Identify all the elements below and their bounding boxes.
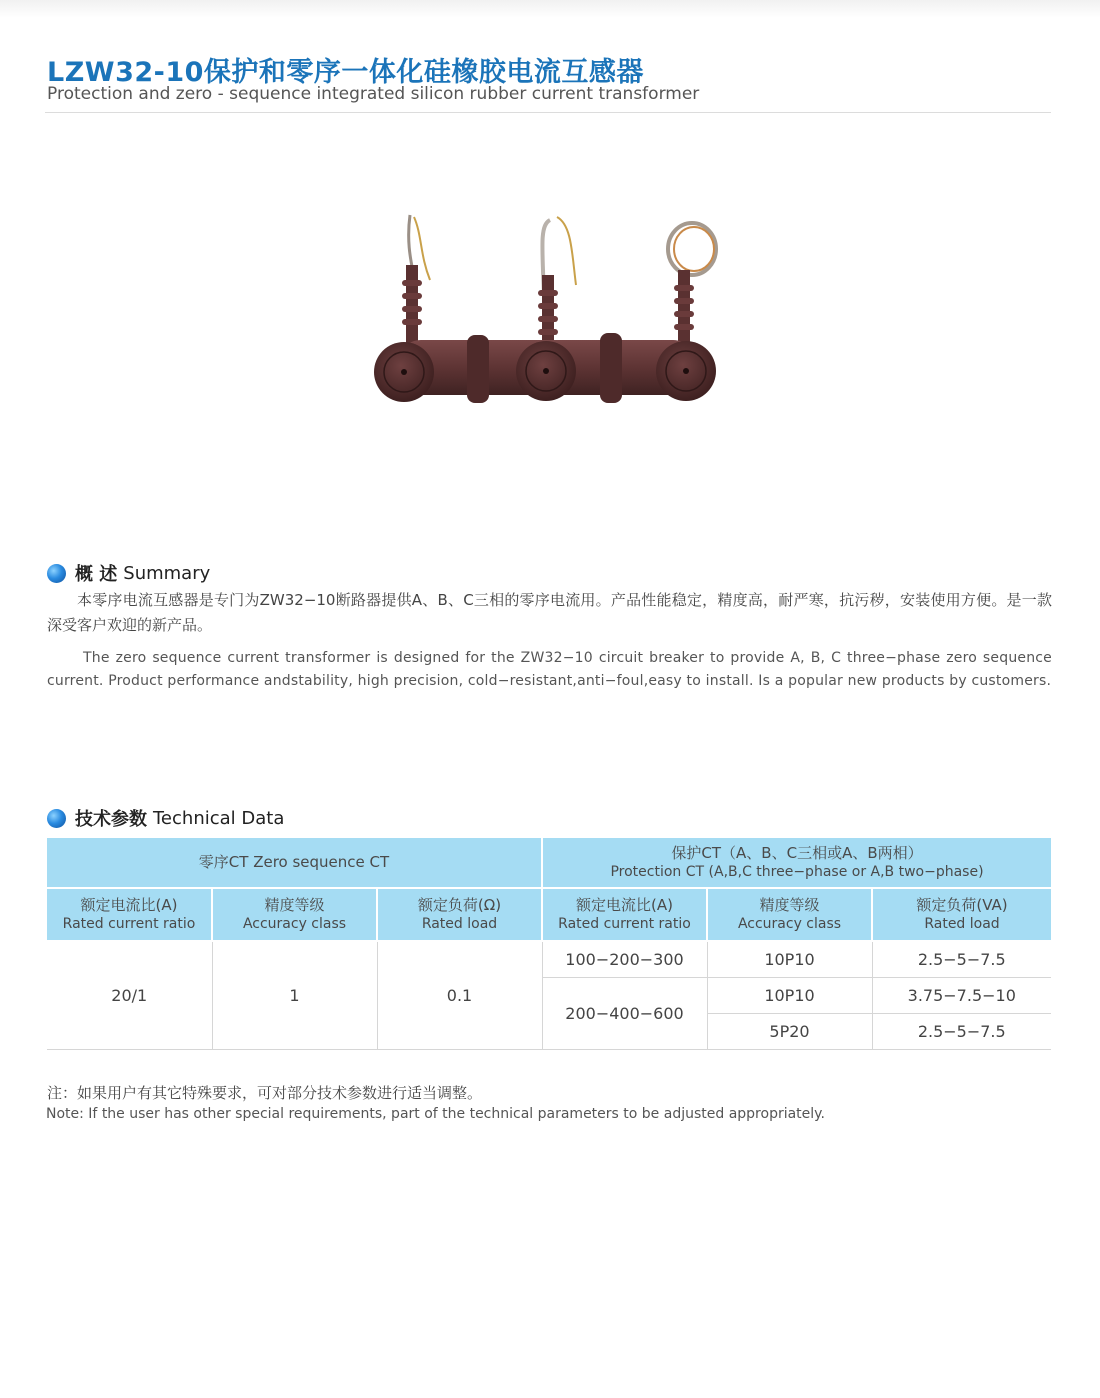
note-text-en: Note: If the user has other special requirements, part of the technical parameters to be adjusted appropriately. [46,1106,825,1122]
protection-load-cell: 2.5−5−7.5 [872,1014,1051,1050]
note-text-cn: 注：如果用户有其它特殊要求，可对部分技术参数进行适当调整。 [47,1084,483,1102]
summary-heading-cn: 概 述 [75,564,118,585]
column-header-cn: 精度等级 [759,896,820,914]
column-header [212,888,377,941]
technical-heading-cn: 技术参数 [75,809,147,830]
zero-accuracy-cell: 1 [212,941,377,1050]
zero-sequence-group-label: 零序CT Zero sequence CT [198,853,390,871]
column-header-cn: 额定负荷(Ω) [417,896,502,914]
protection-accuracy-cell: 10P10 [707,941,872,978]
summary-text-cn: 本零序电流互感器是专门为ZW32−10断路器提供A、B、C三相的零序电流用。产品性能稳定，精度高，耐严寒，抗污秽，安装使用方便。是一款深受客户欢迎的新产品。 [47,591,1052,634]
column-header-en: Rated current ratio [62,916,196,932]
column-header [377,888,542,941]
protection-ratio-cell: 100−200−300 [542,941,707,978]
page-subtitle: Protection and zero - sequence integrated silicon rubber current transformer [47,84,700,104]
column-header [707,888,872,941]
bullet-icon [47,564,66,583]
bullet-icon [47,809,66,828]
column-header-cn: 额定负荷(VA) [916,896,1008,914]
column-header-cn: 额定电流比(A) [80,896,178,914]
summary-heading [47,560,210,586]
column-header [542,888,707,941]
column-header-en: Rated load [924,916,1000,932]
page-title: LZW32-10保护和零序一体化硅橡胶电流互感器 [47,57,644,88]
protection-accuracy-cell: 5P20 [707,1014,872,1050]
zero-ratio-cell: 20/1 [47,941,212,1050]
column-header-cn: 额定电流比(A) [576,896,673,914]
protection-accuracy-cell: 10P10 [707,978,872,1014]
column-header-en: Rated load [421,916,498,932]
protection-load-cell: 3.75−7.5−10 [872,978,1051,1014]
column-header [872,888,1051,941]
column-header-en: Accuracy class [737,916,842,932]
summary-heading-en: Summary [123,562,211,584]
zero-sequence-group-header [47,838,542,888]
column-header-cn: 精度等级 [264,896,325,914]
column-header-en: Accuracy class [242,916,347,932]
protection-load-cell: 2.5−5−7.5 [872,941,1051,978]
technical-data-table [47,838,1051,1050]
protection-group-label-cn: 保护CT（A、B、C三相或A、B两相） [671,844,923,862]
summary-text-en: The zero sequence current transformer is designed for the ZW32−10 circuit breaker to provide A, B, C three−phase zero sequence current. Product performance andstability, high precision, cold−resistant,anti−foul,easy to install. Is a popular new products by customers. [47,650,1052,689]
zero-load-cell: 0.1 [377,941,542,1050]
protection-group-header [542,838,1051,888]
product-photo [362,205,732,415]
technical-heading-en: Technical Data [153,807,285,829]
protection-group-label-en: Protection CT (A,B,C three−phase or A,B two−phase) [610,864,984,880]
top-shade [0,0,1100,18]
protection-ratio-cell: 200−400−600 [542,978,707,1050]
column-header-en: Rated current ratio [558,916,691,932]
title-divider [45,112,1051,113]
table-row [47,941,1051,978]
technical-heading [47,805,284,831]
column-header [47,888,212,941]
